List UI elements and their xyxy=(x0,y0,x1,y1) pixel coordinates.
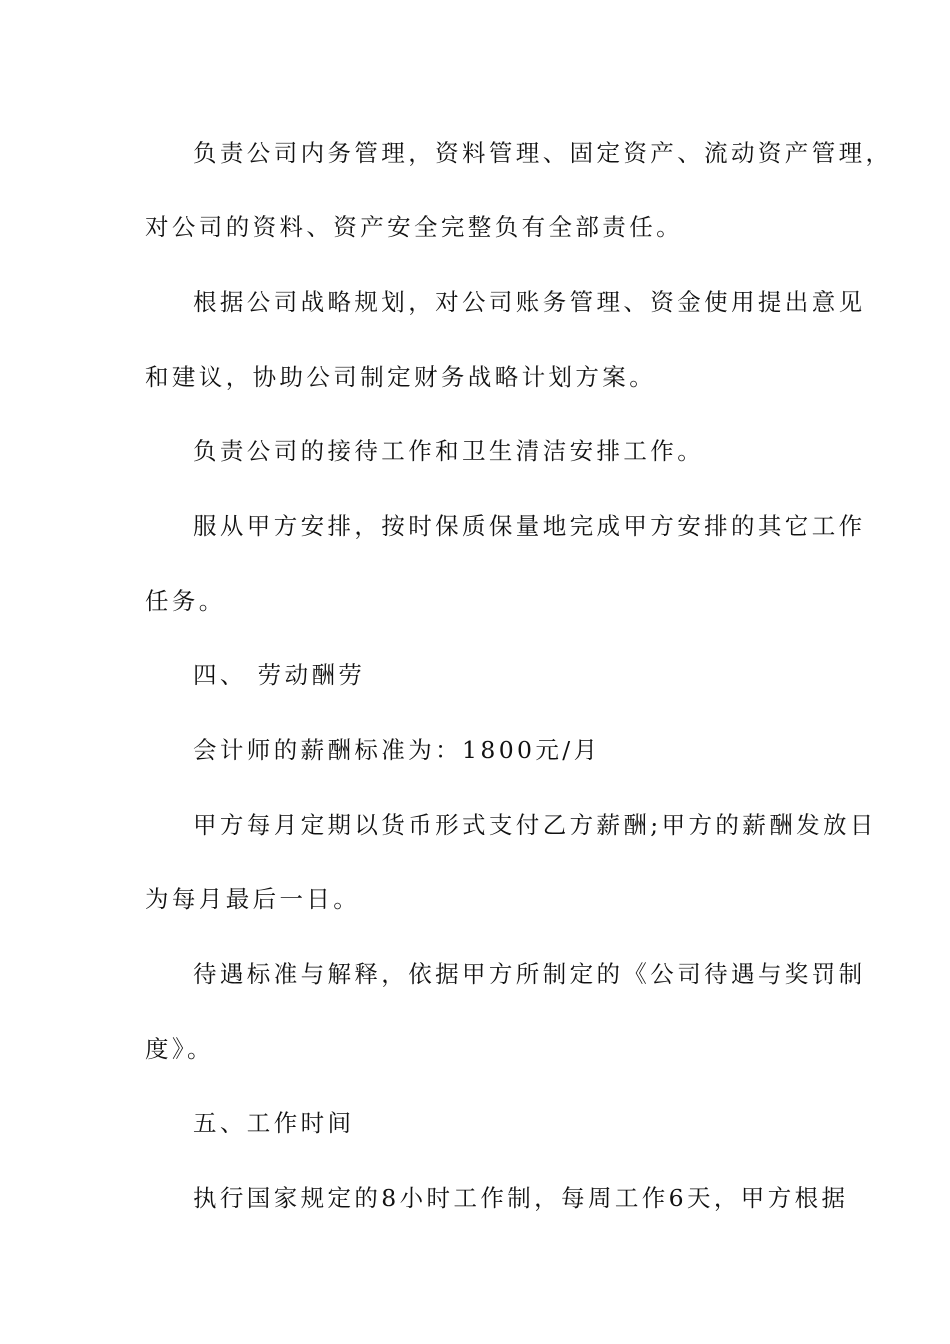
section-heading: 四、 劳动酬劳 xyxy=(193,661,366,689)
text-line: 服从甲方安排，按时保质保量地完成甲方安排的其它工作 xyxy=(193,512,866,540)
text-line: 和建议，协助公司制定财务战略计划方案。 xyxy=(145,363,657,391)
text-line: 负责公司内务管理，资料管理、固定资产、流动资产管理， xyxy=(193,139,893,167)
text-line: 任务。 xyxy=(145,587,226,615)
text-line: 执行国家规定的8小时工作制，每周工作6天，甲方根据 xyxy=(193,1184,849,1212)
text-line: 会计师的薪酬标准为：1800元/月 xyxy=(193,736,601,764)
text-line: 根据公司战略规划，对公司账务管理、资金使用提出意见 xyxy=(193,288,866,316)
section-heading: 五、工作时间 xyxy=(193,1109,355,1137)
text-line: 待遇标准与解释，依据甲方所制定的《公司待遇与奖罚制 xyxy=(193,960,866,988)
text-line: 对公司的资料、资产安全完整负有全部责任。 xyxy=(145,213,683,241)
text-line: 负责公司的接待工作和卫生清洁安排工作。 xyxy=(193,437,705,465)
text-line: 甲方每月定期以货币形式支付乙方薪酬;甲方的薪酬发放日 xyxy=(193,811,877,839)
text-line: 度》。 xyxy=(145,1035,214,1063)
text-line: 为每月最后一日。 xyxy=(145,885,361,913)
